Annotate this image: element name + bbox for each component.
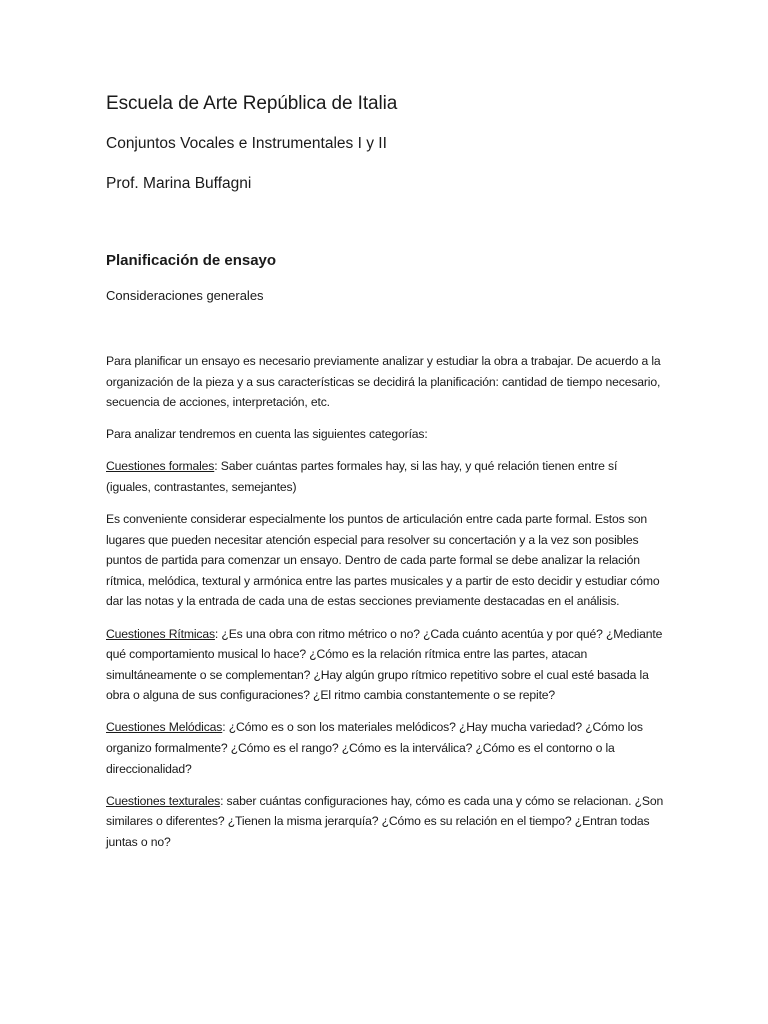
document-body xyxy=(106,351,664,864)
professor-name: Prof. Marina Buffagni xyxy=(106,175,252,192)
paragraph-ritmicas xyxy=(106,624,664,706)
paragraph-texturales xyxy=(106,791,664,853)
course-title: Conjuntos Vocales e Instrumentales I y II xyxy=(106,135,387,152)
melodicas-text: : ¿Cómo es o son los materiales melódicos? ¿Hay mucha variedad? ¿Cómo los organizo formalmente? ¿Cómo es el rango? ¿Cómo es la interválica? ¿Cómo es el contorno o la direccionalidad? xyxy=(106,720,643,776)
paragraph-formales xyxy=(106,456,664,497)
paragraph-melodicas xyxy=(106,717,664,779)
ritmicas-text: : ¿Es una obra con ritmo métrico o no? ¿Cada cuánto acentúa y por qué? ¿Mediante qué comportamiento musical lo hace? ¿Cómo es la relación rítmica entre las partes, atacan simultáneamente o se complementan? ¿Hay algún grupo rítmico repetitivo sobre el cual esté basada la obra o alguna de sus configuraciones? ¿El ritmo cambia constantemente o se repite? xyxy=(106,626,663,703)
melodicas-label: Cuestiones Melódicas xyxy=(106,720,223,735)
school-title: Escuela de Arte República de Italia xyxy=(106,93,398,114)
paragraph-categories: Para analizar tendremos en cuenta las siguientes categorías: xyxy=(106,427,428,442)
ritmicas-label: Cuestiones Rítmicas xyxy=(106,626,215,641)
section-subtitle: Consideraciones generales xyxy=(106,288,264,303)
paragraph-intro: Para planificar un ensayo es necesario previamente analizar y estudiar la obra a trabajar. De acuerdo a la organización de la pieza y a sus características se decidirá la planificación: cantidad de tiempo necesario, secuencia de acciones, interpretación, etc. xyxy=(106,354,661,410)
paragraph-articulation: Es conveniente considerar especialmente los puntos de articulación entre cada parte formal. Estos son lugares que pueden necesitar atención especial para resolver su concertación y a la vez son posibles puntos de partida para comenzar un ensayo. Dentro de cada parte formal se debe analizar la relación rítmica, melódica, textural y armónica entre las partes musicales y a partir de esto decidir y estudiar cómo dar las notas y la entrada de cada una de estas secciones previamente destacadas en el análisis. xyxy=(106,512,660,609)
section-title: Planificación de ensayo xyxy=(106,252,277,269)
formales-label: Cuestiones formales xyxy=(106,459,215,474)
texturales-label: Cuestiones texturales xyxy=(106,793,221,808)
formales-text: : Saber cuántas partes formales hay, si las hay, y qué relación tienen entre sí (iguales, contrastantes, semejantes) xyxy=(106,459,618,494)
texturales-text: : saber cuántas configuraciones hay, cómo es cada una y cómo se relacionan. ¿Son similares o diferentes? ¿Tienen la misma jerarquía? ¿Cómo es su relación en el tiempo? ¿Entran todas juntas o no? xyxy=(106,793,664,849)
